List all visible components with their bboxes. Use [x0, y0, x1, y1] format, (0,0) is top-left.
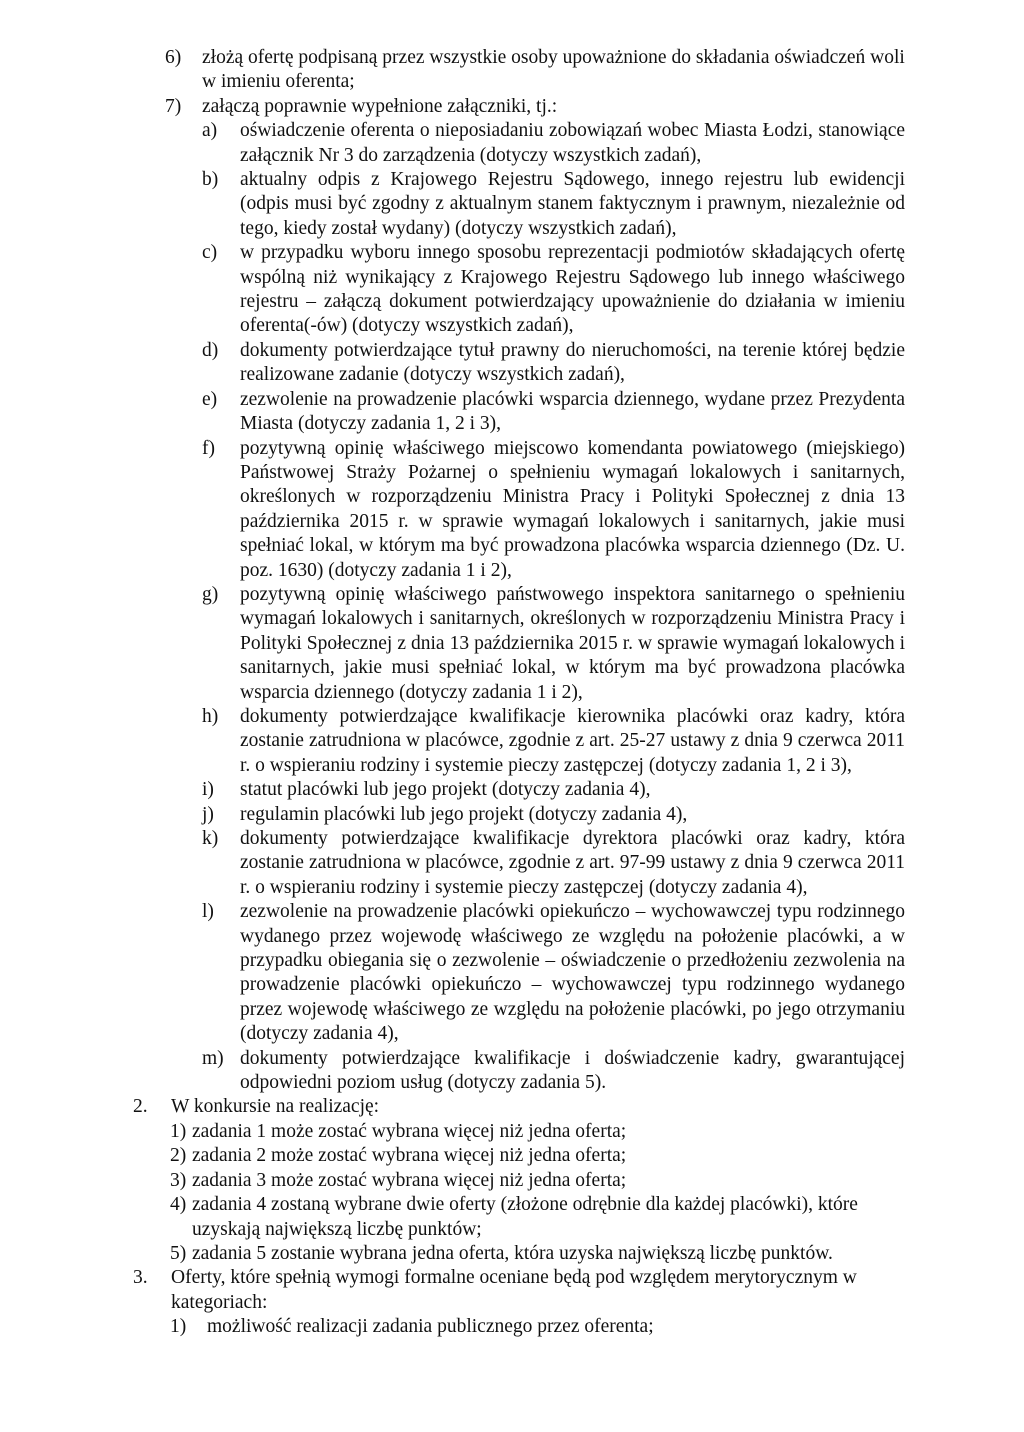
attachment-item-b [202, 168, 905, 241]
list-marker: 4) [170, 1194, 187, 1216]
list-item-text: oświadczenie oferenta o nieposiadaniu zobowiązań wobec Miasta Łodzi, stanowiące załącznik Nr 3 do zarządzenia (dotyczy wszystkich zadań), [240, 120, 905, 166]
attachment-item-k [202, 827, 905, 900]
list-marker: h) [202, 705, 219, 727]
attachment-item-e [202, 388, 905, 437]
section-3-heading [133, 1266, 905, 1315]
list-marker: l) [202, 901, 214, 923]
list-marker: i) [202, 779, 214, 801]
list-marker: j) [202, 803, 214, 825]
attachment-item-j [202, 803, 905, 827]
attachment-item-m [202, 1047, 905, 1096]
list-marker: m) [202, 1047, 224, 1069]
list-item-text: zadania 5 zostanie wybrana jedna oferta, która uzyska największą liczbę punktów. [192, 1242, 833, 1264]
section-text: W konkursie na realizację: [171, 1096, 380, 1118]
list-item-text: dokumenty potwierdzające kwalifikacje kierownika placówki oraz kadry, która zostanie zatrudniona w placówce, zgodnie z art. 25-27 ustawy z dnia 9 czerwca 2011 r. o wspieraniu rodziny i systemie pieczy zastępczej (dotyczy zadania 1, 2 i 3), [240, 705, 905, 776]
list-item-text: możliwość realizacji zadania publicznego przez oferenta; [207, 1316, 654, 1338]
attachment-item-c [202, 241, 905, 339]
list-item-text: w przypadku wyboru innego sposobu reprezentacji podmiotów składających ofertę wspólną niż wynikający z Krajowego Rejestru Sądowego lub innego właściwego rejestru – załączą dokument potwierdzający upoważnienie do działania w imieniu oferenta(-ów) (dotyczy wszystkich zadań), [240, 242, 905, 337]
list-item-text: złożą ofertę podpisaną przez wszystkie osoby upoważnione do składania oświadczeń woli w imieniu oferenta; [202, 47, 905, 93]
list-item-text: dokumenty potwierdzające kwalifikacje dyrektora placówki oraz kadry, która zostanie zatrudniona w placówce, zgodnie z art. 97-99 ustawy z dnia 9 czerwca 2011 r. o wspieraniu rodziny i systemie pieczy zastępczej (dotyczy zadania 4), [240, 828, 905, 898]
attachment-item-h [202, 705, 905, 778]
section-number: 3. [133, 1267, 148, 1289]
list-item-text: zezwolenie na prowadzenie placówki opiekuńczo – wychowawczej typu rodzinnego wydanego przez wojewodę właściwego ze względu na położenie placówki, a w przypadku obiegania się o zezwolenie – oświadczenie o przedłożeniu zezwolenia na prowadzenie placówki opiekuńczo – wychowawczej typu rodzinnego wydanego przez wojewodę właściwego ze względu na położenie placówki, po jego otrzymaniu (dotyczy zadania 4), [240, 901, 905, 1045]
list-item-text: regulamin placówki lub jego projekt (dotyczy zadania 4), [240, 803, 688, 825]
attachment-item-d [202, 339, 905, 388]
attachment-item-a [202, 119, 905, 168]
list-marker: 6) [165, 47, 182, 68]
list-marker: a) [202, 120, 218, 142]
list-marker: 2) [170, 1145, 187, 1167]
attachment-item-f [202, 437, 905, 583]
document-content [0, 46, 1024, 1340]
section-2-item-2 [170, 1144, 905, 1168]
list-item-text: statut placówki lub jego projekt (dotyczy zadania 4), [240, 779, 651, 801]
list-marker: 3) [170, 1169, 187, 1191]
section-2-item-1 [170, 1120, 905, 1144]
list-marker: e) [202, 388, 218, 410]
list-item-7 [165, 95, 905, 119]
list-item-text: zadania 1 może zostać wybrana więcej niż jedna oferta; [192, 1120, 627, 1142]
list-item-text: pozytywną opinię właściwego miejscowo komendanta powiatowego (miejskiego) Państwowej Straży Pożarnej o spełnieniu wymagań lokalowych i sanitarnych, określonych w rozporządzeniu Ministra Pracy i Polityki Społecznej z dnia 13 października 2015 r. w sprawie wymagań lokalowych i sanitarnych, jakie musi spełniać lokal, w którym ma być prowadzona placówka wsparcia dziennego (Dz. U. poz. 1630) (dotyczy zadania 1 i 2), [240, 437, 905, 581]
list-item-text: pozytywną opinię właściwego państwowego inspektora sanitarnego o spełnieniu wymagań lokalowych i sanitarnych, określonych w rozporządzeniu Ministra Pracy i Polityki Społecznej z dnia 13 października 2015 r. w sprawie wymagań lokalowych i sanitarnych, jakie musi spełniać lokal, w którym ma być prowadzona placówka wsparcia dziennego (dotyczy zadania 1 i 2), [240, 583, 905, 703]
attachment-item-i [202, 778, 905, 802]
list-item-text: zezwolenie na prowadzenie placówki wsparcia dziennego, wydane przez Prezydenta Miasta (dotyczy zadania 1, 2 i 3), [240, 388, 905, 435]
section-number: 2. [133, 1096, 148, 1118]
list-marker: 7) [165, 95, 182, 117]
list-marker: b) [202, 169, 219, 191]
list-item-6 [165, 46, 905, 95]
list-marker: 1) [170, 1120, 187, 1142]
list-item-text: zadania 4 zostaną wybrane dwie oferty (złożone odrębnie dla każdej placówki), które uzyskają największą liczbę punktów; [192, 1194, 858, 1240]
section-2-item-5 [170, 1242, 905, 1266]
section-text: Oferty, które spełnią wymogi formalne oceniane będą pod względem merytorycznym w kategoriach: [171, 1267, 857, 1313]
list-marker: c) [202, 242, 218, 264]
list-marker: 1) [170, 1316, 187, 1338]
list-marker: f) [202, 437, 215, 459]
section-3-item-1 [170, 1315, 905, 1339]
list-marker: d) [202, 339, 219, 361]
list-item-text: dokumenty potwierdzające tytuł prawny do nieruchomości, na terenie której będzie realizowane zadanie (dotyczy wszystkich zadań), [240, 339, 905, 386]
attachment-item-l [202, 900, 905, 1046]
list-item-text: zadania 2 może zostać wybrana więcej niż jedna oferta; [192, 1145, 627, 1167]
list-marker: g) [202, 583, 219, 605]
list-marker: k) [202, 828, 219, 849]
section-2-item-3 [170, 1169, 905, 1193]
list-item-text: aktualny odpis z Krajowego Rejestru Sądowego, innego rejestru lub ewidencji (odpis musi być zgodny z aktualnym stanem faktycznym i prawnym, niezależnie od tego, kiedy został wydany) (dotyczy wszystkich zadań), [240, 169, 905, 239]
list-item-text: dokumenty potwierdzające kwalifikacje i doświadczenie kadry, gwarantującej odpowiedni poziom usług (dotyczy zadania 5). [240, 1047, 905, 1094]
list-item-text: załączą poprawnie wypełnione załączniki, tj.: [202, 95, 558, 117]
section-2-heading [133, 1095, 905, 1119]
attachment-item-g [202, 583, 905, 705]
list-item-text: zadania 3 może zostać wybrana więcej niż jedna oferta; [192, 1169, 627, 1191]
section-2-item-4 [170, 1193, 905, 1242]
list-marker: 5) [170, 1242, 187, 1264]
